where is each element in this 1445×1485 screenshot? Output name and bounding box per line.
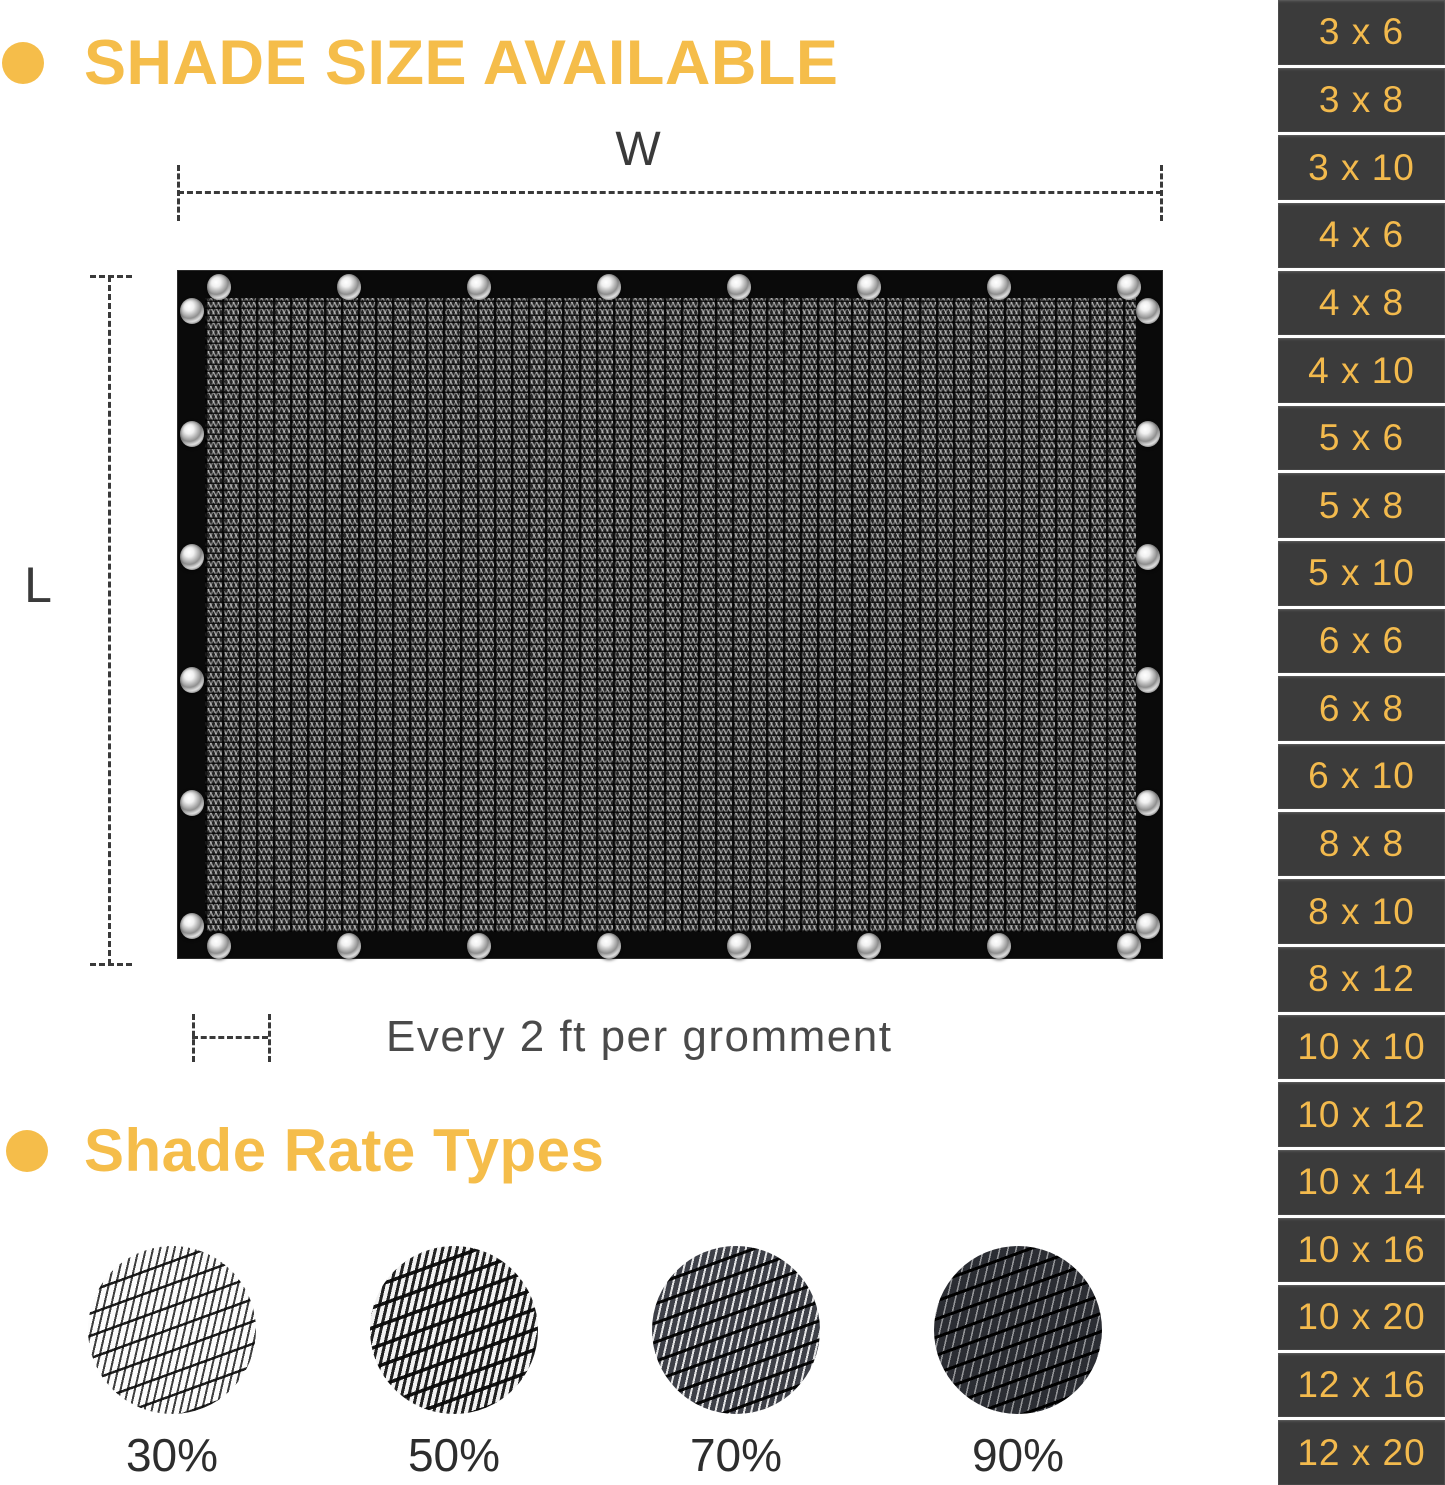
size-chip: 4 x 8 [1278, 271, 1445, 336]
bullet-icon [6, 1130, 48, 1172]
size-chip: 5 x 8 [1278, 473, 1445, 538]
size-chip: 10 x 16 [1278, 1218, 1445, 1283]
size-chip: 12 x 20 [1278, 1420, 1445, 1485]
mesh-swatch-90 [934, 1246, 1102, 1414]
width-dimension-tick-left [177, 165, 180, 221]
size-chip: 3 x 8 [1278, 68, 1445, 133]
width-dimension-tick-right [1160, 165, 1163, 221]
grommet [1117, 933, 1141, 959]
grommet [1117, 274, 1141, 300]
grommet [1136, 913, 1160, 939]
rate-section-heading [6, 1116, 604, 1185]
grommet [1136, 544, 1160, 570]
grommet [597, 274, 621, 300]
grommet [207, 274, 231, 300]
size-chip: 10 x 10 [1278, 1015, 1445, 1080]
grommet [180, 544, 204, 570]
grommet-spacing-note: Every 2 ft per gromment [386, 1012, 893, 1061]
size-chip: 8 x 12 [1278, 947, 1445, 1012]
grommet [180, 298, 204, 324]
mesh-swatch-50 [370, 1246, 538, 1414]
grommet-spacing-line [192, 1036, 268, 1039]
grommet [337, 933, 361, 959]
size-section-title: SHADE SIZE AVAILABLE [84, 28, 839, 98]
size-chip: 12 x 16 [1278, 1353, 1445, 1418]
size-chip: 6 x 8 [1278, 676, 1445, 741]
rate-section-title: Shade Rate Types [84, 1117, 605, 1184]
grommet [857, 933, 881, 959]
size-chip: 6 x 6 [1278, 609, 1445, 674]
grommet [1136, 790, 1160, 816]
size-chip: 3 x 6 [1278, 0, 1445, 65]
grommet [1136, 667, 1160, 693]
grommet [727, 933, 751, 959]
size-chip: 5 x 6 [1278, 406, 1445, 471]
shade-rate-item [370, 1246, 538, 1482]
grommet [857, 274, 881, 300]
grommet [727, 274, 751, 300]
size-chip: 4 x 6 [1278, 203, 1445, 268]
length-dimension-tick-top [90, 275, 132, 278]
size-chip: 10 x 20 [1278, 1285, 1445, 1350]
grommet [207, 933, 231, 959]
bullet-icon [2, 42, 44, 84]
size-section-heading [2, 27, 838, 99]
shade-rate-label: 90% [971, 1429, 1065, 1481]
grommet [597, 933, 621, 959]
shade-rate-item [934, 1246, 1102, 1482]
width-dimension-line [178, 191, 1162, 194]
shade-net [178, 271, 1162, 958]
size-chip: 8 x 8 [1278, 812, 1445, 877]
size-chip: 8 x 10 [1278, 879, 1445, 944]
grommet [180, 667, 204, 693]
grommet [467, 933, 491, 959]
mesh-swatch-70 [652, 1246, 820, 1414]
shade-rate-item [88, 1246, 256, 1482]
grommet [337, 274, 361, 300]
shade-rate-item [652, 1246, 820, 1482]
size-chip: 5 x 10 [1278, 541, 1445, 606]
length-dimension-tick-bottom [90, 963, 132, 966]
size-chip: 10 x 12 [1278, 1082, 1445, 1147]
grommet [987, 274, 1011, 300]
size-chip: 10 x 14 [1278, 1150, 1445, 1215]
size-chip: 3 x 10 [1278, 135, 1445, 200]
size-list [1278, 0, 1445, 1485]
grommet-spacing-tick-right [268, 1014, 271, 1062]
grommet [180, 913, 204, 939]
shade-rate-label: 30% [125, 1429, 219, 1481]
shade-net-mesh [205, 298, 1136, 932]
length-dimension-line [108, 276, 111, 965]
width-dimension-label: W [615, 123, 661, 176]
shade-rate-label: 50% [407, 1429, 501, 1481]
length-dimension-label: L [24, 557, 52, 613]
size-chip: 4 x 10 [1278, 338, 1445, 403]
grommet [987, 933, 1011, 959]
shade-rate-label: 70% [689, 1429, 783, 1481]
grommet [180, 790, 204, 816]
grommet [180, 421, 204, 447]
grommet [1136, 421, 1160, 447]
size-chip: 6 x 10 [1278, 744, 1445, 809]
grommet [467, 274, 491, 300]
grommet [1136, 298, 1160, 324]
shade-rate-row [88, 1246, 1102, 1482]
mesh-swatch-30 [88, 1246, 256, 1414]
